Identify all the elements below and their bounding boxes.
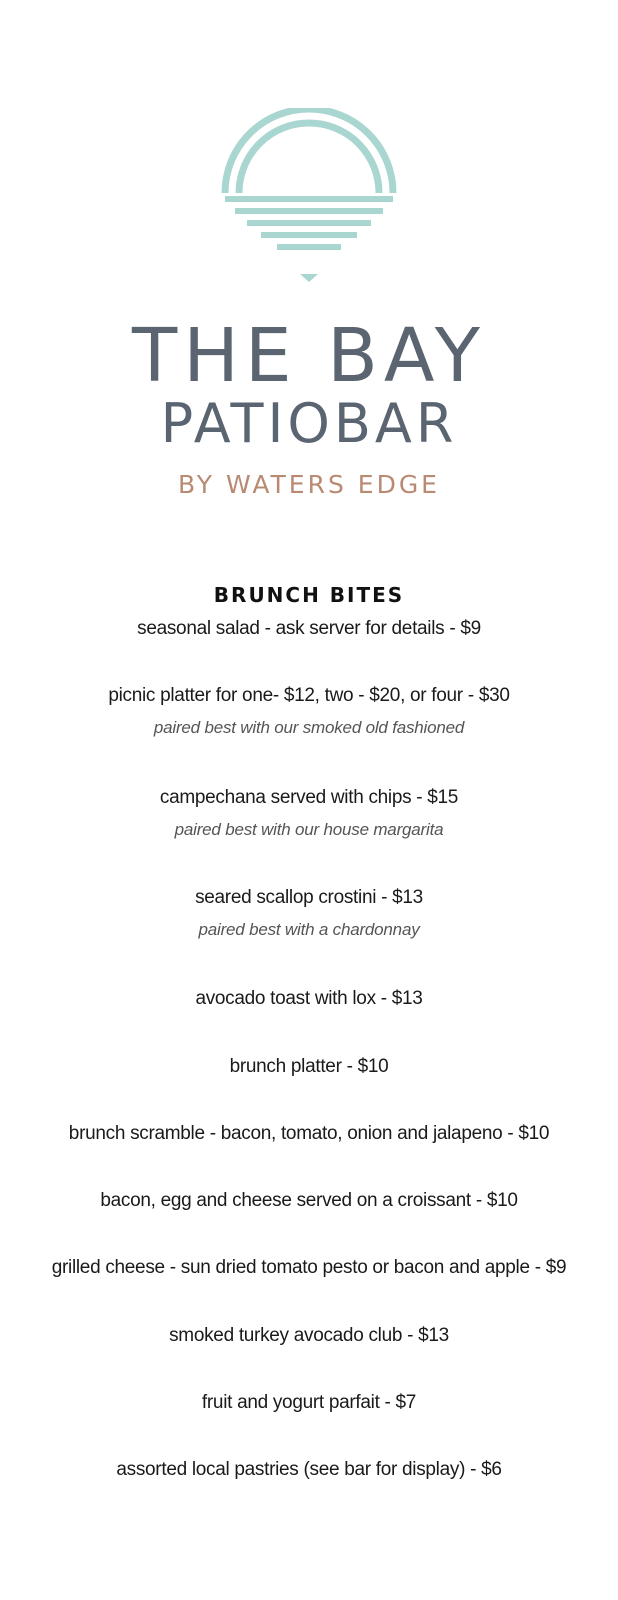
menu-item-name: grilled cheese - sun dried tomato pesto or bacon and apple - $9 [51,1257,567,1278]
sunset-over-water-icon [219,108,399,288]
menu-item [0,1055,618,1079]
menu-item-pairing: paired best with our house margarita [174,820,444,839]
menu-item [0,684,618,739]
menu-item-name: picnic platter for one- $12, two - $20, or four - $30 [108,685,510,706]
menu-item [0,1391,618,1415]
menu-item-name: smoked turkey avocado club - $13 [169,1325,449,1346]
menu-item [0,1256,618,1280]
menu-item [0,1122,618,1146]
menu-item-name: fruit and yogurt parfait - $7 [201,1392,417,1413]
menu-item-pairing: paired best with our smoked old fashioned [153,718,465,737]
menu-item [0,886,618,941]
menu-item [0,786,618,841]
menu-item [0,1458,618,1482]
section-title: BRUNCH BITES [213,583,405,607]
menu-item-pairing: paired best with a chardonnay [198,920,420,939]
menu-item-name: seared scallop crostini - $13 [195,887,423,908]
menu-item [0,987,618,1011]
menu-item-name: brunch scramble - bacon, tomato, onion and jalapeno - $10 [68,1123,550,1144]
brand-subtitle: BY WATERS EDGE [178,470,440,499]
brand-name-line1: THE BAY [132,313,486,399]
menu-item-name: avocado toast with lox - $13 [195,988,423,1009]
menu-item [0,617,618,641]
menu-item [0,1189,618,1213]
menu-item-name: assorted local pastries (see bar for display) - $6 [116,1459,502,1480]
menu-item-name: bacon, egg and cheese served on a croissant - $10 [100,1190,518,1211]
menu-item-name: campechana served with chips - $15 [159,787,459,808]
menu-item-name: seasonal salad - ask server for details - $9 [137,618,481,639]
logo [0,108,618,288]
menu-item-name: brunch platter - $10 [229,1056,389,1077]
menu-item [0,1324,618,1348]
brand-name-line2: PATIOBAR [160,392,458,455]
